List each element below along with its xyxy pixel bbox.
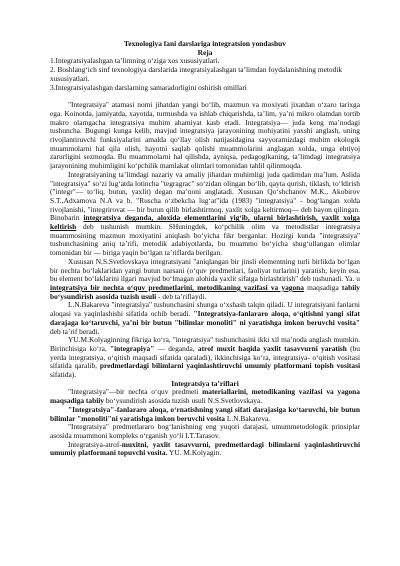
emphasis-run: "Integratsiya"-fanlararo aloqa, o‘rnatishning yangi sifati darajasiga ko‘taruvchi, bir butun bilimlar "monoliti"ni yaratishga imkon beruvchi vosita <box>50 404 360 423</box>
emphasis-run: atrof muxit haqida yaxlit tasavvurni yaratish <box>197 343 347 353</box>
text-run: — deganda, <box>154 343 198 353</box>
text-run: deb ta’rif beradi. <box>50 326 100 336</box>
paragraph-kolyagin <box>50 336 360 380</box>
emphasis-run: predmetlardagi bilimlarni yaqinlashtiruvchi umumiy platformani topish vositasi <box>99 361 360 371</box>
paragraph-svetlovskaya <box>50 258 360 302</box>
emphasis-run: muxitni, yaxlit tasavvurni, predmetlardagi bilimlarni yaqinlashtiruvchi umumiy platformani topuvchi vosita. <box>50 439 360 458</box>
text-run: YU. M.Kolyagin. <box>167 448 222 458</box>
text-run: "Integratsiya"—bir nechta o‘quv predmeti <box>68 387 203 397</box>
paragraph-definition-origin <box>50 171 360 258</box>
paragraph-intro: "Integratsiya" atamasi nomi jihatdan yangi bo‘lib, mazmun va moxiyati jixatdan o‘zaro tarixga ega. Koinotda, jamiyatda, xayotda, turmushda va ishlab chiqarishda, ta’lim, ya’ni mikro olamdan tortib makro olamgacha integratsiya muhim ahamiyat kasb etadi. Integratsiya— juda keng ma’nodagi tushuncha. Bugungi kunga kelib, mavjud integratsiya jarayonining mohiyatini yaxshi anglash, uning rivojlantiruvchi funksiyalarini amalda qo‘llay olish natijasidagina sayyoramizdagi muhim ekologik muammolarni hal qila olish, hayotni saqlab qolishi muammolarini anglagan xolda, unga ehtiyoj zarurligini sezmoqda. Bu muammolarni hal qilishda, ayniqsa, pedagogikaning, ta’limdagi integratsiya jarayonining muhimligini ko‘pchilik mamlakat olimlari tomonidan tahlil qilinmoqda. <box>50 100 360 171</box>
text-run: Integratsiyaning ta’limdagi nazariy va amaliy jihatdan muhimligi juda qadimdan ma’lum. Aslida "integratsiya" so‘zi lug‘atda lotincha "tegragrac" so‘zidan olingan bo‘lib, qayta qurish, tiklash, to‘ldirish ("integr"— to‘liq, butun, yaxlit) degan ma’noni anglatadi. Xususan Qo‘shchanov M.K., Akobirov S.T.,Adxamova N.A va b. "Ruscha o‘zbekcha lug‘at"ida (1983) "integratsiya" - bog‘langan xolda rivojlanishi, "integrirovat — bir butun qilib birlashtirmoq, yaxlit xolga keltirmoq— deb bayon qilingan. Binobarin <box>50 169 360 223</box>
emphasis-run: tabiiy bo‘ysundirish asosida tuzish usuli <box>50 282 360 301</box>
definition-svetlovskaya <box>50 388 360 405</box>
text-run: YU.M.Kolyaginning fikriga ko‘ra, "integratsiya" tushunchasini ikki xil ma’noda anglash mumkin. Birinchisiga ko‘ra, <box>50 335 360 353</box>
text-run: deb tushunish mumkin. SHuningdek, ko‘pchilik olim va metodistlar integratsiya muammosining mazmun moxiyatini aniqlash bo‘yicha fikr berganlar. Hozirgi kunda "integratsiya" tushunchasining aniq ta’rifi, metodik adabiyotlarda, bu muammo bo‘yicha shug‘ullangan olimlar tomonidan bir — biriga yaqin bo‘lgan ta’riflarda berilgan. <box>50 222 360 258</box>
text-run: Xususan N.S.Svetlovskaya integratsiyani "aniqlangan bir jinsli elementning turli birlikda bo‘lgan bir nechta bo‘laklaridan yangi butun narsani (o‘quv predmetlari, faoliyat turlarini) yaratish, keyin esa, bu element bo‘laklarini ilgari mavjud bo‘lmagan alohida yaxlit sifatga birlashtirish" deb tushunadi. Ya. u <box>50 256 360 284</box>
emphasis-run: "Integratsiya-fanlararo aloqa, o‘qitishni yangi sifat darajaga ko‘taruvchi, ya’ni bir butun "bilimlar monoliti" ni yaratishga imkon beruvchi vosita" <box>50 309 360 327</box>
plan-item-2: 2. Boshlang‘ich sinf texnologiya darslarida integratsiyalashgan ta’limdan foydalanishning metodik xususiyatlari. <box>50 65 343 83</box>
section-title: Integratsiya ta’riflari <box>171 378 239 388</box>
paragraph-bakareva <box>50 301 360 336</box>
document-title: Texnologiya fani darslariga integratsion yondashuv <box>124 39 286 48</box>
document-page <box>50 40 360 458</box>
text-run: "Integratsiya" predmetlararo bog‘lanishning eng yuqori darajasi, umummetodologik prinsiplar asosida muammoni kompleks o‘rganish yo‘li I.T.Tarasov. <box>50 422 360 440</box>
emphasis-run: materiallarini, metodikaning vazifasi va yagona maqsadiga tabiiy <box>50 387 360 406</box>
emphasis-run: "integrapiya" <box>110 343 155 353</box>
text-run: L.N.Bakareva. <box>225 413 271 423</box>
text-run: maqsadiga <box>303 282 342 292</box>
definition-bakareva <box>50 406 360 423</box>
definition-tarasov <box>50 423 360 440</box>
emphasis-run: integratsiya bir nechta o‘quv predmetlarini, metodikaning vazifasi va yagona <box>50 282 304 292</box>
text-run: - deb ta’riflaydi. <box>156 291 207 301</box>
emphasis-run: integratsiya deganda, aloxida elementlarini yig‘ib, ularni birlashtirish, yaxlit xolga keltirish <box>50 213 360 232</box>
text-run: sifatida). <box>50 370 77 380</box>
text-run: (bu yerda integratsiya, o‘qitish maqsadi sifatida qaraladi), ikkinchisiga ko‘ra, integratsiya- o‘qitish vositasi sifatida qaralib, <box>50 343 360 371</box>
text-run: Integratsiya-atrof- <box>68 439 122 449</box>
plan-item-1: 1.Integratsiyalashgan ta’limning o‘ziga xos xususiyatlari. <box>50 56 220 66</box>
plan-item-3: 3.Integratsiyalashgan darslarning samaradorligini oshirish omillari <box>50 82 247 92</box>
plan-heading: Reja <box>197 47 213 57</box>
definition-kolyagin <box>50 441 360 458</box>
text-run: L.N.Bakareva "integratsiya" tushunchasini shunga o‘xshash talqin qiladi. U integratsiyani fanlarni aloqasi va yaqinlashishi sifatida ochib beradi. <box>50 300 360 319</box>
text-run: bo‘ysundirish asosida tuzish usuli N.S.Svetlovskaya. <box>104 396 263 406</box>
